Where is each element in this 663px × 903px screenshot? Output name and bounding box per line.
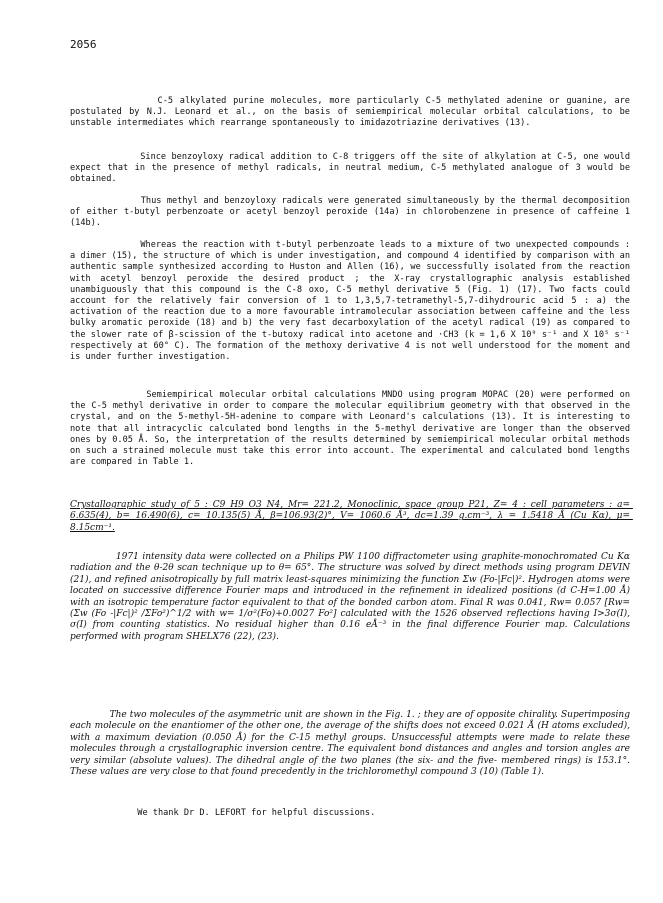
paragraph-2: Since benzoyloxy radical addition to C-8 triggers off the site of alkylation at C-5, one would expect that in the presence of methyl radicals, in neutral medium, C-5 methylated analogue of 3 would be obtained. — [70, 152, 636, 185]
crystallographic-study: Crystallographic study of 5 : C9 H9 O3 N4, Mr= 221.2, Monoclinic, space group P21, Z= 4 : cell parameters : a= 6.635(4), b= 16.490(6), c= 10.135(5) Å, β=106.93(2)°, V= 1060.6 Å³, dc=1.39 g.cm⁻³, λ = 1.5418 Å (Cu Kα), μ= 8.15cm⁻¹. — [70, 500, 633, 533]
paragraph-4: Whereas the reaction with t-butyl perbenzoate leads to a mixture of two unexpected compounds : a dimer (15), the structure of which is under investigation, and compound 4 identified by comparison with an authentic sample synthesized according to Huston and Allen (16), we successfully isolated from the reaction with acetyl benzoyl peroxide the desired product ; the X-ray crystallographic analysis established unambiguously that this compound is the C-8 oxo, C-5 methyl derivative 5 (Fig. 1) (17). Two facts could account for the relatively fair conversion of 1 to 1,3,5,7-tetramethyl-5,7-dihydrouric acid 5 : a) the activation of the reaction due to a more favourable intramolecular association between caffeine and the less bulky aromatic peroxide (18) and b) the very fast decarboxylation of the acetyl radical (19) as compared to the slower rate of β-scission of the t-butoxy radical into acetone and ·CH3 (k = 1,6 X 10⁹ s⁻¹ and X 10⁵ s⁻¹ respectively at 60° C). The formation of the methoxy derivative 4 is not well understood for the moment and is under further investigation. — [70, 240, 636, 363]
page-number: 2056 — [70, 38, 97, 51]
paragraph-1: C-5 alkylated purine molecules, more particularly C-5 methylated adenine or guanine, are postulated by N.J. Leonard et al., on the basis of semiempirical molecular orbital calculations, to be unstable intermediates which rearrange spontaneously to imidazotriazine derivatives (13). — [70, 96, 636, 129]
acknowledgement: We thank Dr D. LEFORT for helpful discussions. — [70, 808, 376, 818]
paragraph-data-collection: 1971 intensity data were collected on a Philips PW 1100 diffractometer using graphite-monochromated Cu Kα radiation and the θ-2θ scan technique up to θ= 65°. The structure was solved by direct methods using program DEVIN (21), and refined anisotropically by full matrix least-squares minimizing the function Σw (Fo-|Fc|)². Hydrogen atoms were located on successive difference Fourier maps and introduced in the refinement in idealized positions (d C-H=1.00 Å) with an isotropic temperature factor equivalent to that of the bonded carbon atom. Final R was 0.041, Rw= 0.057 [Rw= (Σw (Fo -|Fc|)² /ΣFo²)^1/2 with w= 1/σ²(Fo)+0.0027 Fo²] calculated with the 1526 observed reflections having I>3σ(I), σ(I) from counting statistics. No residual higher than 0.16 eÅ⁻³ in the final difference Fourier map. Calculations performed with program SHELX76 (22), (23). — [70, 552, 633, 642]
paragraph-molecules: The two molecules of the asymmetric unit are shown in the Fig. 1. ; they are of opposite chirality. Superimposing each molecule on the enantiomer of the other one, the average of the shifts does not exceed 0.021 Å (H atoms excluded), with a maximum deviation (0.050 Å) for the C-15 methyl groups. Unsuccessful attempts were made to relate these molecules through a crystallographic inversion centre. The equivalent bond distances and angles and torsion angles are very similar (absolute values). The dihedral angle of the two planes (the six- and the five- membered rings) is 153.1°. These values are very close to that found precedently in the trichloromethyl compound 3 (10) (Table 1). — [70, 710, 633, 778]
paragraph-3: Thus methyl and benzoyloxy radicals were generated simultaneously by the thermal decomposition of either t-butyl perbenzoate or acetyl benzoyl peroxide (14a) in chlorobenzene in presence of caffeine 1 (14b). — [70, 196, 636, 229]
paragraph-5: Semiempirical molecular orbital calculations MNDO using program MOPAC (20) were performed on the C-5 methyl derivative in order to compare the molecular equilibrium geometry with that observed in the crystal, and on the 5-methyl-5H-adenine to compare with Leonard's calculations (13). It is interesting to note that all intracyclic calculated bond lengths in the 5-methyl derivative are longer than the observed ones by 0.05 Å. So, the interpretation of the results determined by semiempirical molecular orbital methods on such a strained molecule must take this error into account. The experimental and calculated bond lengths are compared in Table 1. — [70, 390, 636, 468]
